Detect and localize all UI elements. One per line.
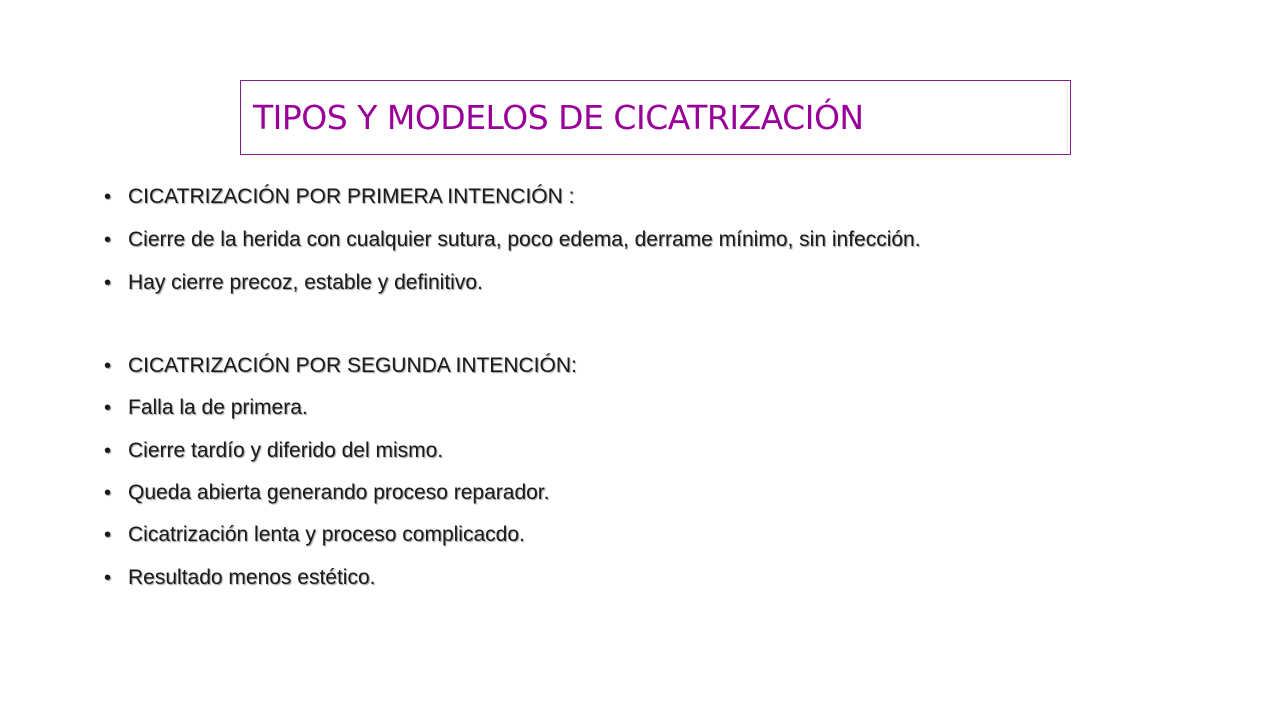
bullet-text: Resultado menos estético. [128,566,376,589]
bullet-dot-icon: • [104,186,112,208]
bullet-dot-icon: • [104,272,112,294]
bullet-dot-icon: • [104,482,112,504]
bullet-text: Hay cierre precoz, estable y definitivo. [128,271,483,294]
bullet-item [104,271,483,295]
bullet-dot-icon: • [104,524,112,546]
bullet-text: Queda abierta generando proceso reparador. [128,481,550,504]
bullet-dot-icon: • [104,440,112,462]
bullet-item [104,439,443,463]
bullet-dot-icon: • [104,355,112,377]
bullet-item [104,396,308,420]
bullet-dot-icon: • [104,229,112,251]
bullet-list [104,0,1254,720]
bullet-text: CICATRIZACIÓN POR SEGUNDA INTENCIÓN: [128,354,577,377]
bullet-item [104,185,574,209]
bullet-item [104,481,549,505]
bullet-text: Cierre tardío y diferido del mismo. [128,439,444,462]
bullet-item [104,523,525,547]
slide-title: TIPOS Y MODELOS DE CICATRIZACIÓN [253,98,864,137]
bullet-text: Cierre de la herida con cualquier sutura, poco edema, derrame mínimo, sin infección. [128,228,921,251]
bullet-item [104,354,577,378]
bullet-item [104,228,921,252]
bullet-dot-icon: • [104,397,112,419]
bullet-text: Cicatrización lenta y proceso complicacdo. [128,523,525,546]
bullet-dot-icon: • [104,567,112,589]
bullet-text: CICATRIZACIÓN POR PRIMERA INTENCIÓN : [128,185,575,208]
bullet-item [104,566,375,590]
bullet-text: Falla la de primera. [128,396,308,419]
